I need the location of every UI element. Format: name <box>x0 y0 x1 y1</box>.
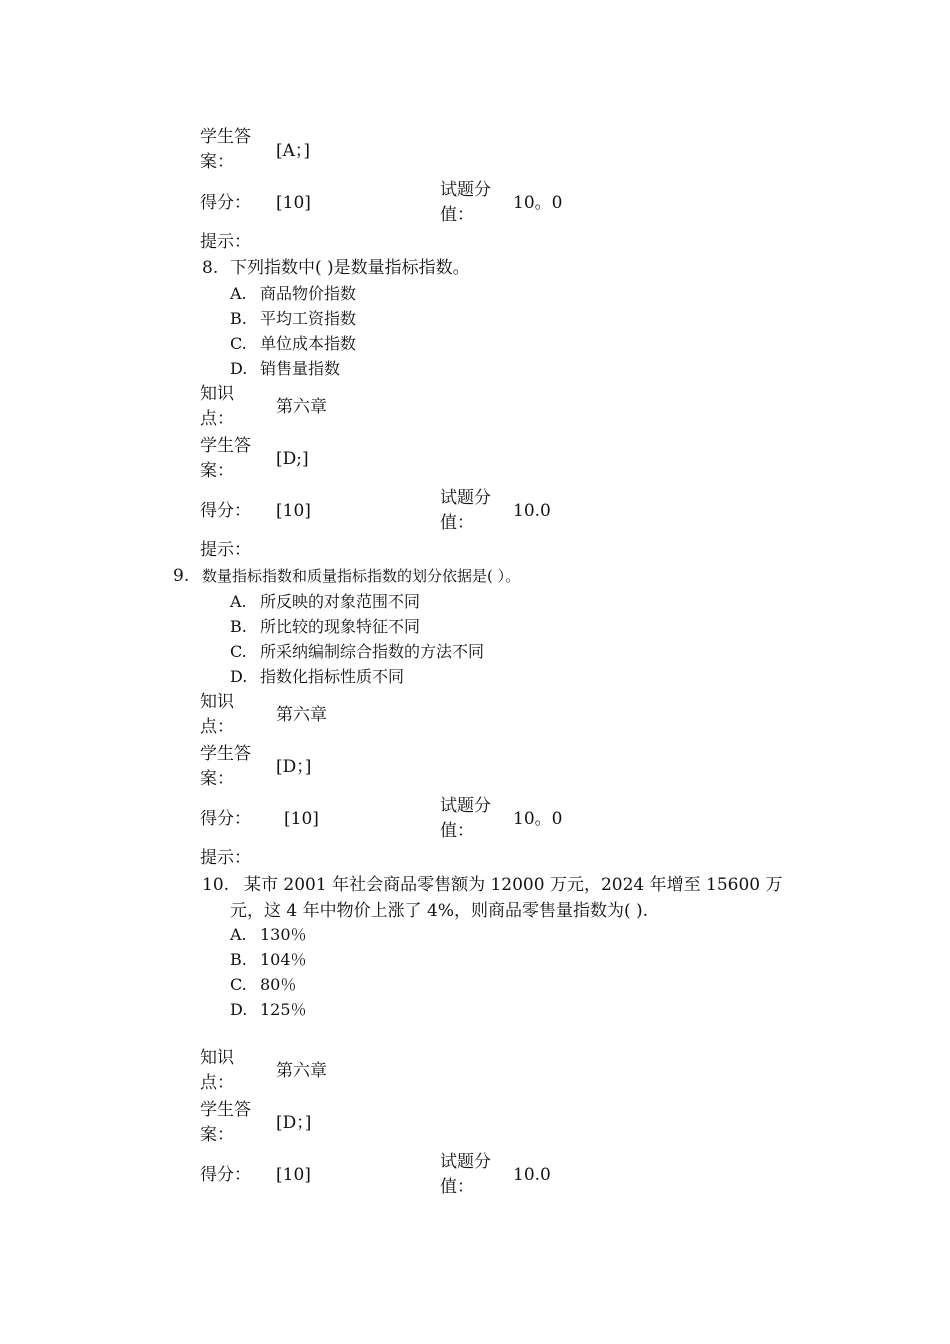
option-text: 指数化指标性质不同 <box>260 667 405 686</box>
question-score-label: 试题分值： <box>440 796 491 841</box>
option-letter: B. <box>230 950 247 969</box>
knowledge-label: 知识点： <box>200 1048 234 1093</box>
option-letter: C. <box>230 642 247 661</box>
student-answer-label: 学生答案： <box>200 744 251 789</box>
question-stem-line-2: 元，这 4 年中物价上涨了 4%，则商品零售量指数为( ). <box>230 901 649 921</box>
option-text: 80％ <box>260 975 297 994</box>
option-text: 单位成本指数 <box>260 334 357 353</box>
option-letter: D. <box>230 1000 248 1019</box>
option-text: 所反映的对象范围不同 <box>260 592 421 611</box>
question-stem-line-1: 某市 2001 年社会商品零售额为 12000 万元，2024 年增至 15600 万 <box>244 875 783 895</box>
option-letter: B. <box>230 617 247 636</box>
student-answer-value: [D；] <box>276 757 312 777</box>
option-letter: A. <box>230 925 247 944</box>
score-label: 得分： <box>200 1165 251 1185</box>
option-letter: B. <box>230 309 247 328</box>
option-letter: D. <box>230 667 248 686</box>
hint-label: 提示： <box>200 848 251 868</box>
knowledge-label: 知识点： <box>200 384 234 429</box>
hint-label: 提示： <box>200 540 251 560</box>
knowledge-value: 第六章 <box>276 397 327 417</box>
option-text: 平均工资指数 <box>260 309 357 328</box>
score-label: 得分： <box>200 193 251 213</box>
option-letter: D. <box>230 359 248 378</box>
question-score-label: 试题分值： <box>440 488 491 533</box>
knowledge-label: 知识点： <box>200 692 234 737</box>
question-score-label: 试题分值： <box>440 180 491 225</box>
option-text: 104％ <box>260 950 307 969</box>
hint-label: 提示： <box>200 232 251 252</box>
option-letter: A. <box>230 592 247 611</box>
student-answer-label: 学生答案： <box>200 436 251 481</box>
option-text: 130％ <box>260 925 307 944</box>
knowledge-value: 第六章 <box>276 705 327 725</box>
option-text: 商品物价指数 <box>260 284 357 303</box>
student-answer-value: [A；] <box>276 141 311 161</box>
option-letter: C. <box>230 334 247 353</box>
option-text: 125％ <box>260 1000 307 1019</box>
score-label: 得分： <box>200 501 251 521</box>
score-value: [10] <box>276 501 311 521</box>
option-letter: A. <box>230 284 247 303</box>
question-stem: 数量指标指数和质量指标指数的划分依据是( ）。 <box>202 567 521 585</box>
score-value: [10] <box>284 809 319 829</box>
score-value: [10] <box>276 193 311 213</box>
option-text: 所比较的现象特征不同 <box>260 617 421 636</box>
student-answer-value: [D;] <box>276 449 309 469</box>
question-number: 9. <box>173 566 190 586</box>
score-label: 得分： <box>200 809 251 829</box>
option-text: 销售量指数 <box>260 359 341 378</box>
question-score-value: 10。0 <box>513 193 563 213</box>
question-score-value: 10。0 <box>513 809 563 829</box>
option-text: 所采纳编制综合指数的方法不同 <box>260 642 485 661</box>
score-value: [10] <box>276 1165 311 1185</box>
knowledge-value: 第六章 <box>276 1061 327 1081</box>
student-answer-label: 学生答案： <box>200 1100 251 1145</box>
student-answer-label: 学生答案： <box>200 127 251 172</box>
question-score-value: 10.0 <box>513 501 551 521</box>
student-answer-value: [D；] <box>276 1113 312 1133</box>
question-stem: 下列指数中( )是数量指标指数。 <box>230 258 470 278</box>
question-score-label: 试题分值： <box>440 1152 491 1197</box>
question-score-value: 10.0 <box>513 1165 551 1185</box>
question-number: 10. <box>202 875 230 895</box>
option-letter: C. <box>230 975 247 994</box>
question-number: 8. <box>202 258 219 278</box>
